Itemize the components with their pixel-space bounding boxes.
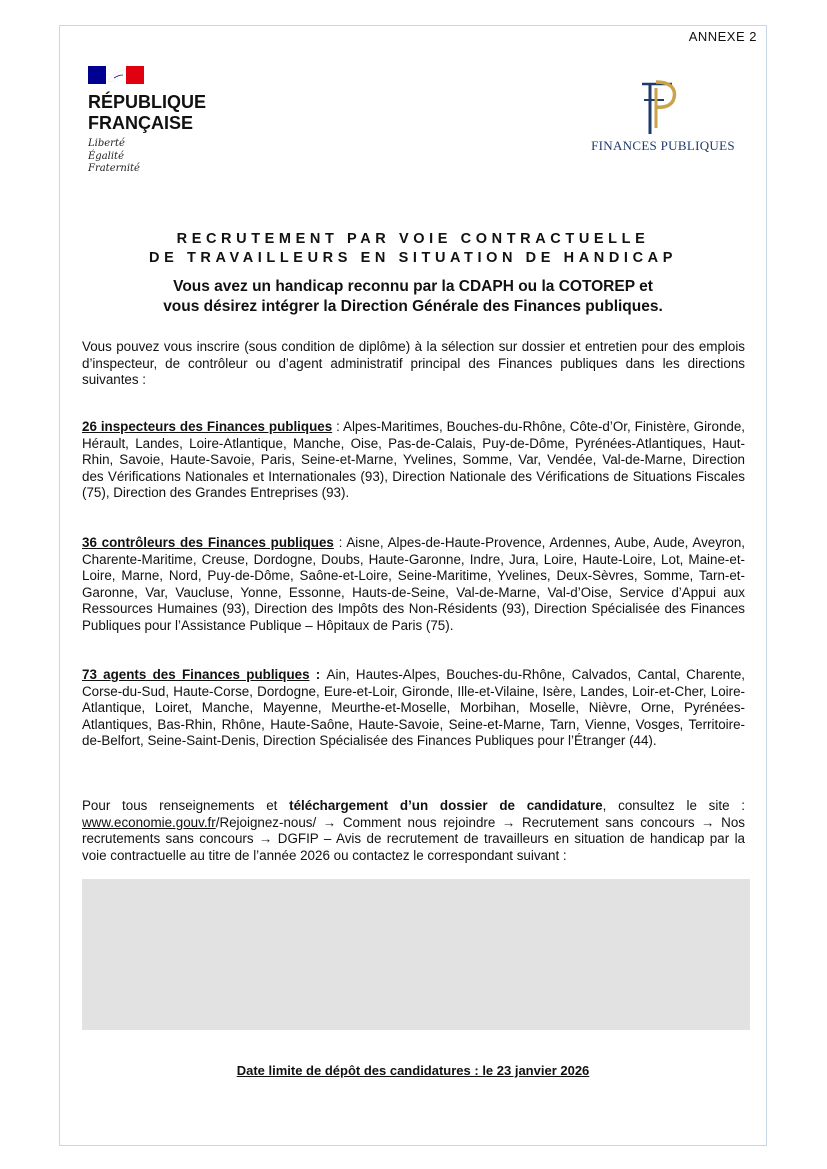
finances-publiques-logo	[584, 78, 744, 158]
marianne-flag-icon	[88, 66, 144, 84]
intro-paragraph: Vous pouvez vous inscrire (sous condition de diplôme) à la sélection sur dossier et entretien pour des emplois d’inspecteur, de contrôleur ou d’agent administratif principal des Finances publiques dans les directions suivantes :	[82, 339, 745, 388]
agents-heading: 73 agents des Finances publiques	[82, 667, 310, 682]
application-deadline: Date limite de dépôt des candidatures : le 23 janvier 2026	[236, 1063, 590, 1078]
finances-publiques-monogram-icon	[636, 78, 680, 136]
inspecteurs-heading: 26 inspecteurs des Finances publiques	[82, 419, 333, 434]
controleurs-paragraph: 36 contrôleurs des Finances publiques : Aisne, Alpes-de-Haute-Provence, Ardennes, Aube, Aude, Aveyron, Charente-Maritime, Creuse, Dordogne, Doubs, Haute-Garonne, Indre, Jura, Loire, Haute-Loire, Lot, Maine-et-Loire, Marne, Nord, Puy-de-Dôme, Saône-et-Loire, Seine-Maritime, Yvelines, Deux-Sèvres, Somme, Tarn-et-Garonne, Var, Vaucluse, Yonne, Essonne, Hauts-de-Seine, Val-de-Marne, Val-d’Oise, Service d’Appui aux Ressources Humaines (93), Direction des Impôts des Non-Résidents (93), Direction Spécialisée des Finances Publiques pour l’Assistance Publique – Hôpitaux de Paris (75).	[82, 535, 746, 633]
download-dossier-text: téléchargement d’un dossier de candidature	[289, 798, 603, 813]
redacted-contact-box	[82, 879, 750, 1030]
economie-website-link[interactable]: www.economie.gouv.fr	[82, 814, 216, 830]
document-title-line-1: RECRUTEMENT PAR VOIE CONTRACTUELLE	[176, 231, 650, 247]
republique-francaise-name: RÉPUBLIQUE FRANÇAISE	[88, 92, 207, 133]
republique-francaise-logo	[72, 52, 230, 192]
controleurs-directions: Aisne, Alpes-de-Haute-Provence, Ardennes, Aube, Aude, Aveyron, Charente-Maritime, Creuse, Dordogne, Doubs, Haute-Garonne, Indre, Jura, Loire, Haute-Loire, Lot, Maine-et-Loire, Marne, Nord, Puy-de-Dôme, Saône-et-Loire, Seine-Maritime, Yvelines, Deux-Sèvres, Somme, Tarn-et-Garonne, Var, Vaucluse, Yonne, Essonne, Hauts-de-Seine, Val-de-Marne, Val-d’Oise, Service d’Appui aux Ressources Humaines (93), Direction des Impôts des Non-Résidents (93), Direction Spécialisée des Finances Publiques pour l’Assistance Publique – Hôpitaux de Paris (75).	[82, 535, 746, 633]
info-paragraph: Pour tous renseignements et téléchargement d’un dossier de candidature, consultez le site : www.economie.gouv.fr/Rejoignez-nous/ → Comment nous rejoindre → Recrutement sans concours → Nos recrutements sans concours → DGFIP – Avis de recrutement de travailleurs en situation de handicap par la voie contractuelle au titre de l’année 2026 ou contactez le correspondant suivant :	[82, 798, 746, 863]
annexe-label: ANNEXE 2	[688, 29, 757, 44]
republic-motto: Liberté Égalité Fraternité	[88, 138, 140, 174]
agents-directions: Ain, Hautes-Alpes, Bouches-du-Rhône, Calvados, Cantal, Charente, Corse-du-Sud, Haute-Corse, Dordogne, Eure-et-Loir, Gironde, Ille-et-Vilaine, Isère, Landes, Loir-et-Cher, Loire-Atlantique, Loiret, Manche, Mayenne, Meurthe-et-Moselle, Morbihan, Moselle, Nièvre, Orne, Pyrénées-Atlantiques, Bas-Rhin, Rhône, Haute-Saône, Haute-Savoie, Seine-et-Marne, Tarn, Vienne, Vosges, Territoire-de-Belfort, Seine-Saint-Denis, Direction Spécialisée des Finances Publiques pour l’Étranger (44).	[82, 667, 745, 749]
inspecteurs-paragraph: 26 inspecteurs des Finances publiques : Alpes-Maritimes, Bouches-du-Rhône, Côte-d’Or, Finistère, Gironde, Hérault, Landes, Loire-Atlantique, Manche, Oise, Pas-de-Calais, Puy-de-Dôme, Pyrénées-Atlantiques, Haut-Rhin, Savoie, Haute-Savoie, Paris, Seine-et-Marne, Yvelines, Somme, Var, Vendée, Val-de-Marne, Direction des Vérifications Nationales et Internationales (93), Direction Nationale des Vérifications de Situations Fiscales (75), Direction des Grandes Entreprises (93).	[82, 419, 746, 501]
document-subtitle: Vous avez un handicap reconnu par la CDAPH ou la COTOREP et vous désirez intégrer la Direction Générale des Finances publiques.	[163, 278, 663, 315]
finances-publiques-wordmark: FINANCES PUBLIQUES	[591, 138, 735, 153]
inspecteurs-directions: Alpes-Maritimes, Bouches-du-Rhône, Côte-d’Or, Finistère, Gironde, Hérault, Landes, Loire-Atlantique, Manche, Oise, Pas-de-Calais, Puy-de-Dôme, Pyrénées-Atlantiques, Haut-Rhin, Savoie, Haute-Savoie, Paris, Seine-et-Marne, Yvelines, Somme, Var, Vendée, Val-de-Marne, Direction des Vérifications Nationales et Internationales (93), Direction Nationale des Vérifications de Situations Fiscales (75), Direction des Grandes Entreprises (93).	[82, 419, 746, 501]
agents-paragraph: 73 agents des Finances publiques : Ain, Hautes-Alpes, Bouches-du-Rhône, Calvados, Cantal, Charente, Corse-du-Sud, Haute-Corse, Dordogne, Eure-et-Loir, Gironde, Ille-et-Vilaine, Isère, Landes, Loir-et-Cher, Loire-Atlantique, Loiret, Manche, Mayenne, Meurthe-et-Moselle, Morbihan, Moselle, Nièvre, Orne, Pyrénées-Atlantiques, Bas-Rhin, Rhône, Haute-Saône, Haute-Savoie, Seine-et-Marne, Tarn, Vienne, Vosges, Territoire-de-Belfort, Seine-Saint-Denis, Direction Spécialisée des Finances Publiques pour l’Étranger (44).	[82, 667, 745, 749]
document-title-line-2: DE TRAVAILLEURS EN SITUATION DE HANDICAP	[149, 250, 677, 266]
controleurs-heading: 36 contrôleurs des Finances publiques	[82, 535, 334, 550]
